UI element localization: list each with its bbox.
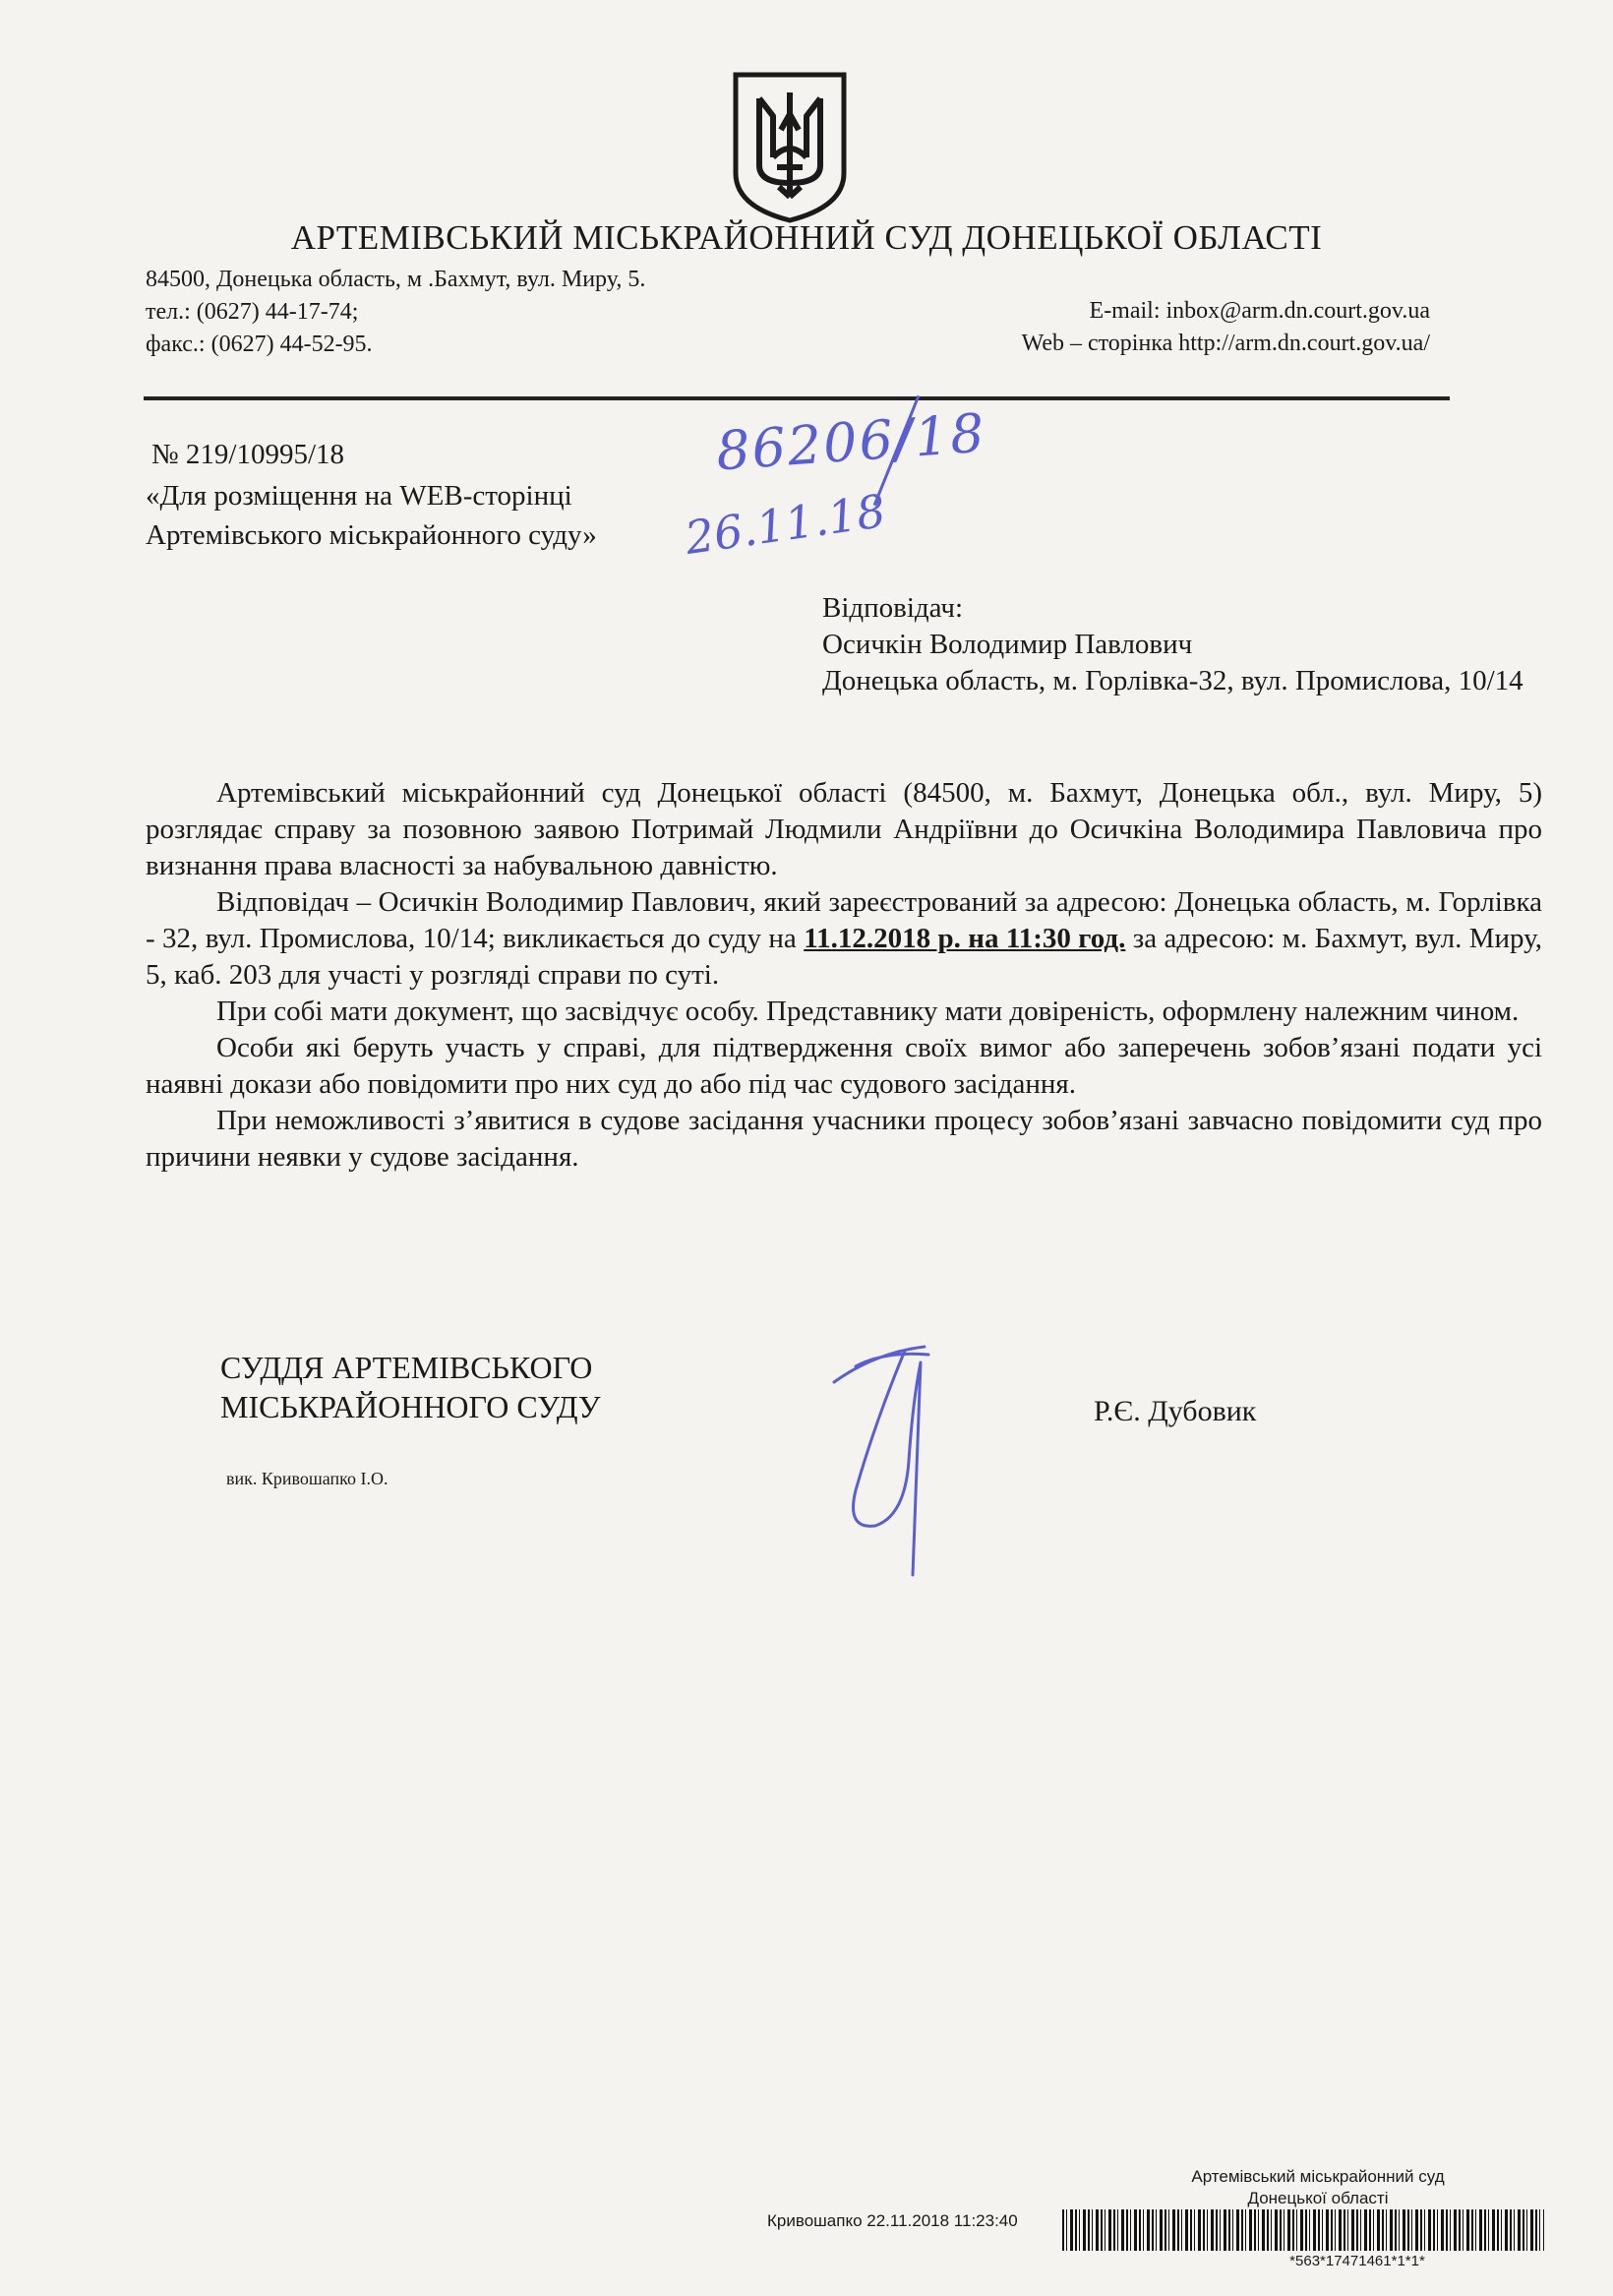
barcode	[1062, 2209, 1544, 2251]
court-fax: факс.: (0627) 44-52-95.	[146, 332, 373, 357]
barcode-number: *563*17471461*1*1*	[1289, 2253, 1425, 2269]
contact-block	[146, 264, 645, 361]
handwritten-registration-number: 86206/18	[714, 401, 988, 483]
court-phone: тел.: (0627) 44-17-74;	[146, 299, 359, 325]
paragraph-case: Артемівський міськрайонний суд Донецької області (84500, м. Бахмут, Донецька обл., вул. Миру, 5) розглядає справу за позовною заявою Потримай Людмили Андріївни до Осичкіна Володимира Павловича про визнання права власності за набувальною давністю.	[146, 777, 1542, 881]
executor-name: вик. Кривошапко І.О.	[226, 1469, 388, 1488]
court-address: 84500, Донецька область, м .Бахмут, вул. Миру, 5.	[146, 267, 646, 292]
recipient-role: Відповідач:	[822, 592, 964, 624]
contact-online	[1022, 295, 1430, 360]
web-publication-note	[146, 476, 597, 555]
court-website: Web – сторінка http://arm.dn.court.gov.ua/	[1021, 331, 1430, 356]
coat-of-arms-icon	[730, 71, 850, 224]
judge-name: Р.Є. Дубовик	[1094, 1395, 1257, 1427]
header-divider	[144, 396, 1450, 400]
judge-title-line-1: СУДДЯ АРТЕМІВСЬКОГО	[220, 1350, 593, 1385]
court-email: E-mail: inbox@arm.dn.court.gov.ua	[1089, 298, 1430, 324]
summons-text-start: Відповідач – Осичкін Володимир Павлович, який зареєстрований за адресою: Донецька область, м. Горлівка - 32, вул. Промислова, 10/14; викликається до суду на	[146, 886, 1542, 954]
case-number: № 219/10995/18	[151, 439, 345, 470]
judge-title	[220, 1348, 601, 1426]
summons-text-end: за адресою: м. Бахмут, вул. Миру, 5, каб. 203 для участі у розгляді справи по суті.	[146, 923, 1542, 991]
recipient-name: Осичкін Володимир Павлович	[822, 629, 1193, 660]
registry-stamp	[1121, 2166, 1515, 2209]
registry-timestamp: Кривошапко 22.11.2018 11:23:40	[767, 2211, 1018, 2230]
recipient-block	[822, 590, 1530, 699]
paragraph-evidence: Особи які беруть участь у справі, для підтвердження своїх вимог або заперечень зобов’язані подати усі наявні докази або повідомити про них суд до або під час судового засідання.	[146, 1032, 1542, 1100]
stamp-court-line-2: Донецької області	[1247, 2189, 1389, 2207]
paragraph-absence: При неможливості з’явитися в судове засідання учасники процесу зобов’язані завчасно повідомити суд про причини неявки у судове засідання.	[146, 1105, 1542, 1173]
judge-title-line-2: МІСЬКРАЙОННОГО СУДУ	[220, 1389, 601, 1424]
handwritten-signature	[826, 1343, 964, 1579]
paragraph-summons	[146, 884, 1542, 994]
summons-body	[146, 775, 1542, 1176]
stamp-court-line-1: Артемівський міськрайонний суд	[1191, 2167, 1445, 2186]
recipient-address: Донецька область, м. Горлівка-32, вул. Промислова, 10/14	[822, 665, 1523, 696]
court-name: АРТЕМІВСЬКИЙ МІСЬКРАЙОННИЙ СУД ДОНЕЦЬКОЇ ОБЛАСТІ	[290, 218, 1323, 257]
web-note-line-2: Артемівського міськрайонного суду»	[146, 519, 597, 551]
paragraph-documents: При собі мати документ, що засвідчує особу. Представнику мати довіреність, оформлену належним чином.	[216, 996, 1520, 1027]
handwritten-date: 26.11.18	[682, 484, 889, 565]
hearing-datetime: 11.12.2018 р. на 11:30 год.	[804, 923, 1126, 954]
web-note-line-1: «Для розміщення на WEB-сторінці	[146, 480, 572, 512]
